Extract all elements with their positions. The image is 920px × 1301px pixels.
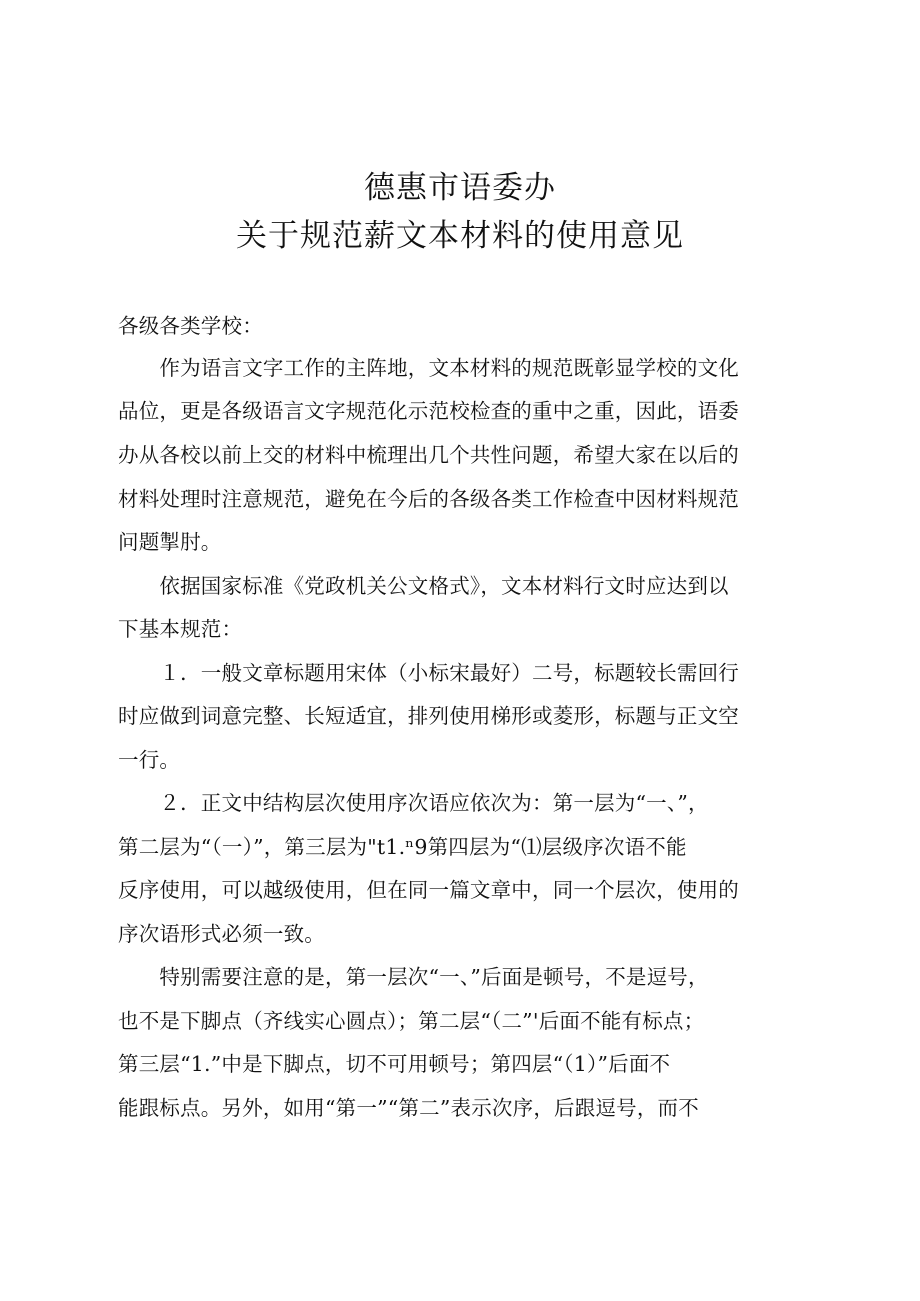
- body-line: １．一般文章标题用宋体（小标宋最好）二号，标题较长需回行: [118, 661, 739, 685]
- body-line: 第二层为“（一）”，第三层为"t1.ⁿ9第四层为“⑴层级序次语不能: [118, 835, 687, 859]
- body-line: 反序使用，可以越级使用，但在同一篇文章中，同一个层次，使用的: [118, 878, 739, 902]
- body-line: 品位，更是各级语言文字规范化示范校检查的重中之重，因此，语委: [118, 399, 739, 423]
- body-line: 材料处理时注意规范，避免在今后的各级各类工作检查中因材料规范: [118, 487, 739, 511]
- body-line: 问题掣肘。: [118, 530, 222, 554]
- body-line: 办从各校以前上交的材料中梳理出几个共性问题，希望大家在以后的: [118, 443, 739, 467]
- body-line: 第三层“1.”中是下脚点，切不可用顿号；第四层“（1）”后面不: [118, 1052, 671, 1076]
- body-line: 下基本规范：: [118, 617, 243, 641]
- body-line: 作为语言文字工作的主阵地，文本材料的规范既彰显学校的文化: [118, 356, 739, 380]
- body-line: 依据国家标准《党政机关公文格式》，文本材料行文时应达到以: [118, 574, 729, 598]
- body-line: 一行。: [118, 748, 181, 772]
- body-line: 能跟标点。另外，如用“第一”“第二”表示次序，后跟逗号，而不: [118, 1096, 699, 1120]
- body-line: 时应做到词意完整、长短适宜，排列使用梯形或菱形，标题与正文空: [118, 704, 739, 728]
- salutation: 各级各类学校：: [118, 314, 263, 338]
- body-line: 序次语形式必须一致。: [118, 922, 325, 946]
- body-line: 也不是下脚点（齐线实心圆点）；第二层“（二”'后面不能有标点；: [118, 1009, 705, 1033]
- body-line: 特别需要注意的是，第一层次“一、”后面是顿号，不是逗号，: [118, 965, 709, 989]
- document-title-issuer: 德惠市语委办: [364, 170, 556, 206]
- body-line: ２．正文中结构层次使用序次语应依次为：第一层为“一、”，: [118, 791, 709, 815]
- document-title-subject: 关于规范薪文本材料的使用意见: [236, 218, 684, 254]
